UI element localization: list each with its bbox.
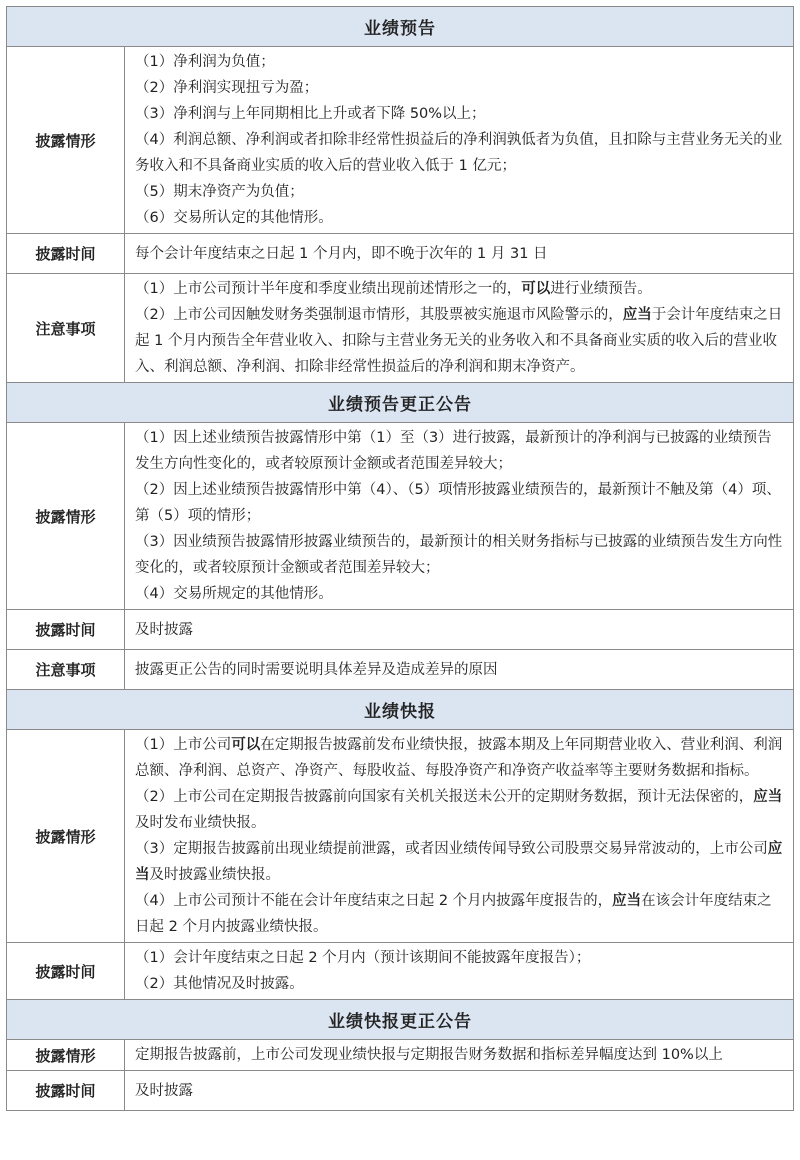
section-header-express-correction [7,1000,794,1040]
emphasis-text: 应当 [612,893,642,909]
text-span: （2）上市公司因触发财务类强制退市情形，其股票被实施退市风险警示的， [135,307,623,323]
text-span: 进行业绩预告。 [550,281,652,297]
content-line [135,302,783,380]
table-row [7,274,794,383]
disclosure-table [6,6,794,1111]
section-title: 业绩快报 [7,690,794,730]
content-line: （2）其他情况及时披露。 [135,976,304,992]
emphasis-text: 应当 [135,841,783,883]
table-row [7,423,794,610]
content-line [135,784,783,836]
table-row [7,650,794,690]
row-content [125,47,794,234]
content-line: （4）利润总额、净利润或者扣除非经常性损益后的净利润孰低者为负值，且扣除与主营业务无关的业务收入和不具备商业实质的收入后的营业收入低于 1 亿元； [135,132,783,174]
text-span: （4）上市公司预计不能在会计年度结束之日起 2 个月内披露年度报告的， [135,893,613,909]
section-title: 业绩预告更正公告 [7,383,794,423]
content-line: （1）会计年度结束之日起 2 个月内（预计该期间不能披露年度报告）； [135,950,591,966]
content-line: （6）交易所认定的其他情形。 [135,210,333,226]
row-content [125,274,794,383]
row-label: 披露情形 [7,47,125,234]
content-line [135,276,783,302]
emphasis-text: 应当 [753,789,783,805]
text-span: （3）定期报告披露前出现业绩提前泄露，或者因业绩传闻导致公司股票交易异常波动的，上市公司 [135,841,768,857]
row-content [125,943,794,1000]
table-row [7,1071,794,1111]
row-label: 披露情形 [7,423,125,610]
text-span: （1）上市公司预计半年度和季度业绩出现前述情形之一的， [135,281,522,297]
row-label: 注意事项 [7,274,125,383]
content-line [135,732,783,784]
text-span: （1）上市公司 [135,737,232,753]
row-content: 及时披露 [125,610,794,650]
content-line: （3）净利润与上年同期相比上升或者下降 50%以上； [135,106,486,122]
content-line: （4）交易所规定的其他情形。 [135,586,333,602]
text-span: （2）上市公司在定期报告披露前向国家有关机关报送未公开的定期财务数据，预计无法保密的， [135,789,754,805]
table-row [7,47,794,234]
table-row [7,1040,794,1071]
table-row [7,234,794,274]
row-label: 披露时间 [7,1071,125,1111]
emphasis-text: 可以 [231,737,261,753]
text-span: 于会计年度结束之日起 1 个月内预告全年营业收入、扣除与主营业务无关的业务收入和不具备商业实质的收入后的营业收入、利润总额、净利润、扣除非经常性损益后的净利润和期末净资产。 [135,307,783,375]
table-row [7,730,794,943]
row-content: 及时披露 [125,1071,794,1111]
table-row [7,610,794,650]
content-line: （2）因上述业绩预告披露情形中第（4）、（5）项情形披露业绩预告的，最新预计不触及第（4）项、第（5）项的情形； [135,482,781,524]
emphasis-text: 应当 [622,307,652,323]
content-line: （1）净利润为负值； [135,54,275,70]
row-content: 定期报告披露前，上市公司发现业绩快报与定期报告财务数据和指标差异幅度达到 10%以上 [125,1040,794,1071]
content-line: （5）期末净资产为负值； [135,184,304,200]
text-span: 在定期报告披露前发布业绩快报，披露本期及上年同期营业收入、营业利润、利润总额、净利润、总资产、净资产、每股收益、每股净资产和净资产收益率等主要财务数据和指标。 [135,737,783,779]
row-content: 每个会计年度结束之日起 1 个月内，即不晚于次年的 1 月 31 日 [125,234,794,274]
row-label: 披露情形 [7,730,125,943]
row-label: 披露时间 [7,610,125,650]
content-line [135,888,783,940]
section-title: 业绩快报更正公告 [7,1000,794,1040]
emphasis-text: 可以 [521,281,551,297]
content-line: （3）因业绩预告披露情形披露业绩预告的，最新预计的相关财务指标与已披露的业绩预告发生方向性变化的，或者较原预计金额或者范围差异较大； [135,534,783,576]
text-span: 及时发布业绩快报。 [135,815,266,831]
table-row [7,943,794,1000]
text-span: 及时披露业绩快报。 [149,867,280,883]
section-header-performance-forecast [7,7,794,47]
row-content: 披露更正公告的同时需要说明具体差异及造成差异的原因 [125,650,794,690]
content-line [135,836,783,888]
row-label: 披露时间 [7,943,125,1000]
content-line: （1）因上述业绩预告披露情形中第（1）至（3）进行披露，最新预计的净利润与已披露的业绩预告发生方向性变化的，或者较原预计金额或者范围差异较大； [135,430,772,472]
section-header-performance-express [7,690,794,730]
content-line: （2）净利润实现扭亏为盈； [135,80,319,96]
row-label: 披露情形 [7,1040,125,1071]
row-content [125,730,794,943]
row-label: 披露时间 [7,234,125,274]
text-span: 在该会计年度结束之日起 2 个月内披露业绩快报。 [135,893,772,935]
section-title: 业绩预告 [7,7,794,47]
row-label: 注意事项 [7,650,125,690]
section-header-forecast-correction [7,383,794,423]
row-content [125,423,794,610]
